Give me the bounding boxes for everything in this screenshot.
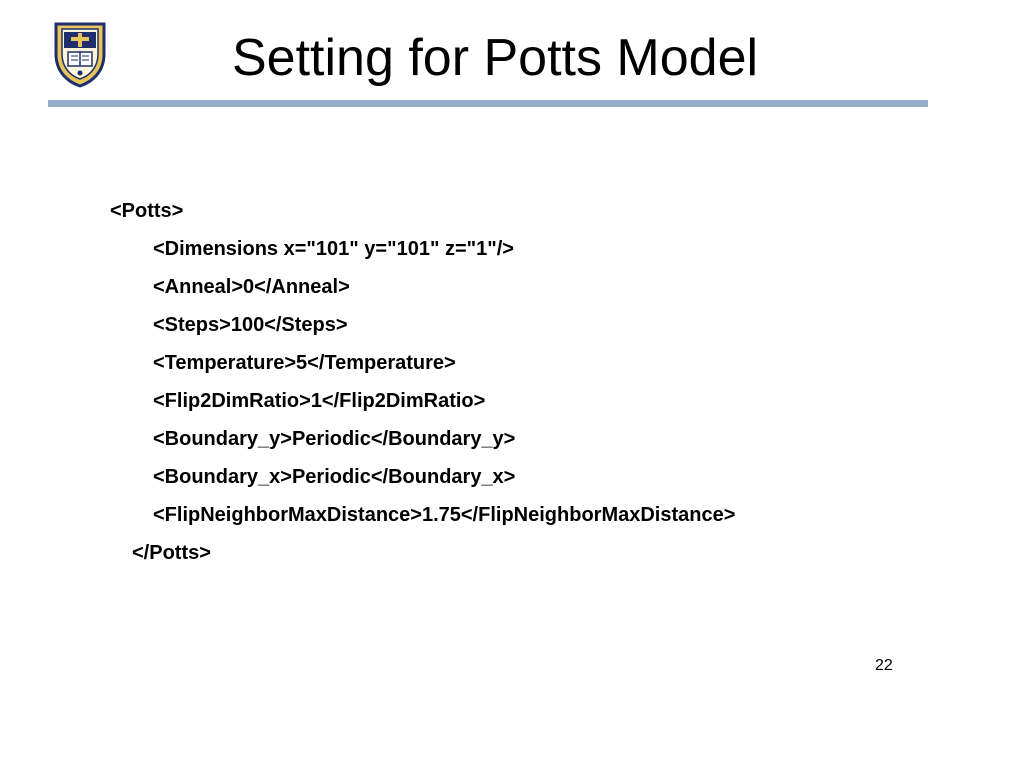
code-line-potts-close: </Potts> [132,542,211,564]
code-line-anneal: <Anneal>0</Anneal> [153,276,350,298]
slide-number: 22 [875,657,893,674]
title-divider [48,100,928,107]
code-line-flip2dimratio: <Flip2DimRatio>1</Flip2DimRatio> [153,390,486,412]
code-line-temperature: <Temperature>5</Temperature> [153,352,456,374]
code-line-flip-neighbor-max-distance: <FlipNeighborMaxDistance>1.75</FlipNeighborMaxDistance> [153,504,736,526]
code-line-boundary-x: <Boundary_x>Periodic</Boundary_x> [153,466,516,488]
code-line-potts-open: <Potts> [110,200,184,222]
slide-title: Setting for Potts Model [232,29,759,87]
university-shield-icon [52,20,108,88]
code-line-dimensions: <Dimensions x="101" y="101" z="1"/> [153,238,514,260]
code-line-steps: <Steps>100</Steps> [153,314,348,336]
potts-xml-block [110,192,735,572]
code-line-boundary-y: <Boundary_y>Periodic</Boundary_y> [153,428,516,450]
